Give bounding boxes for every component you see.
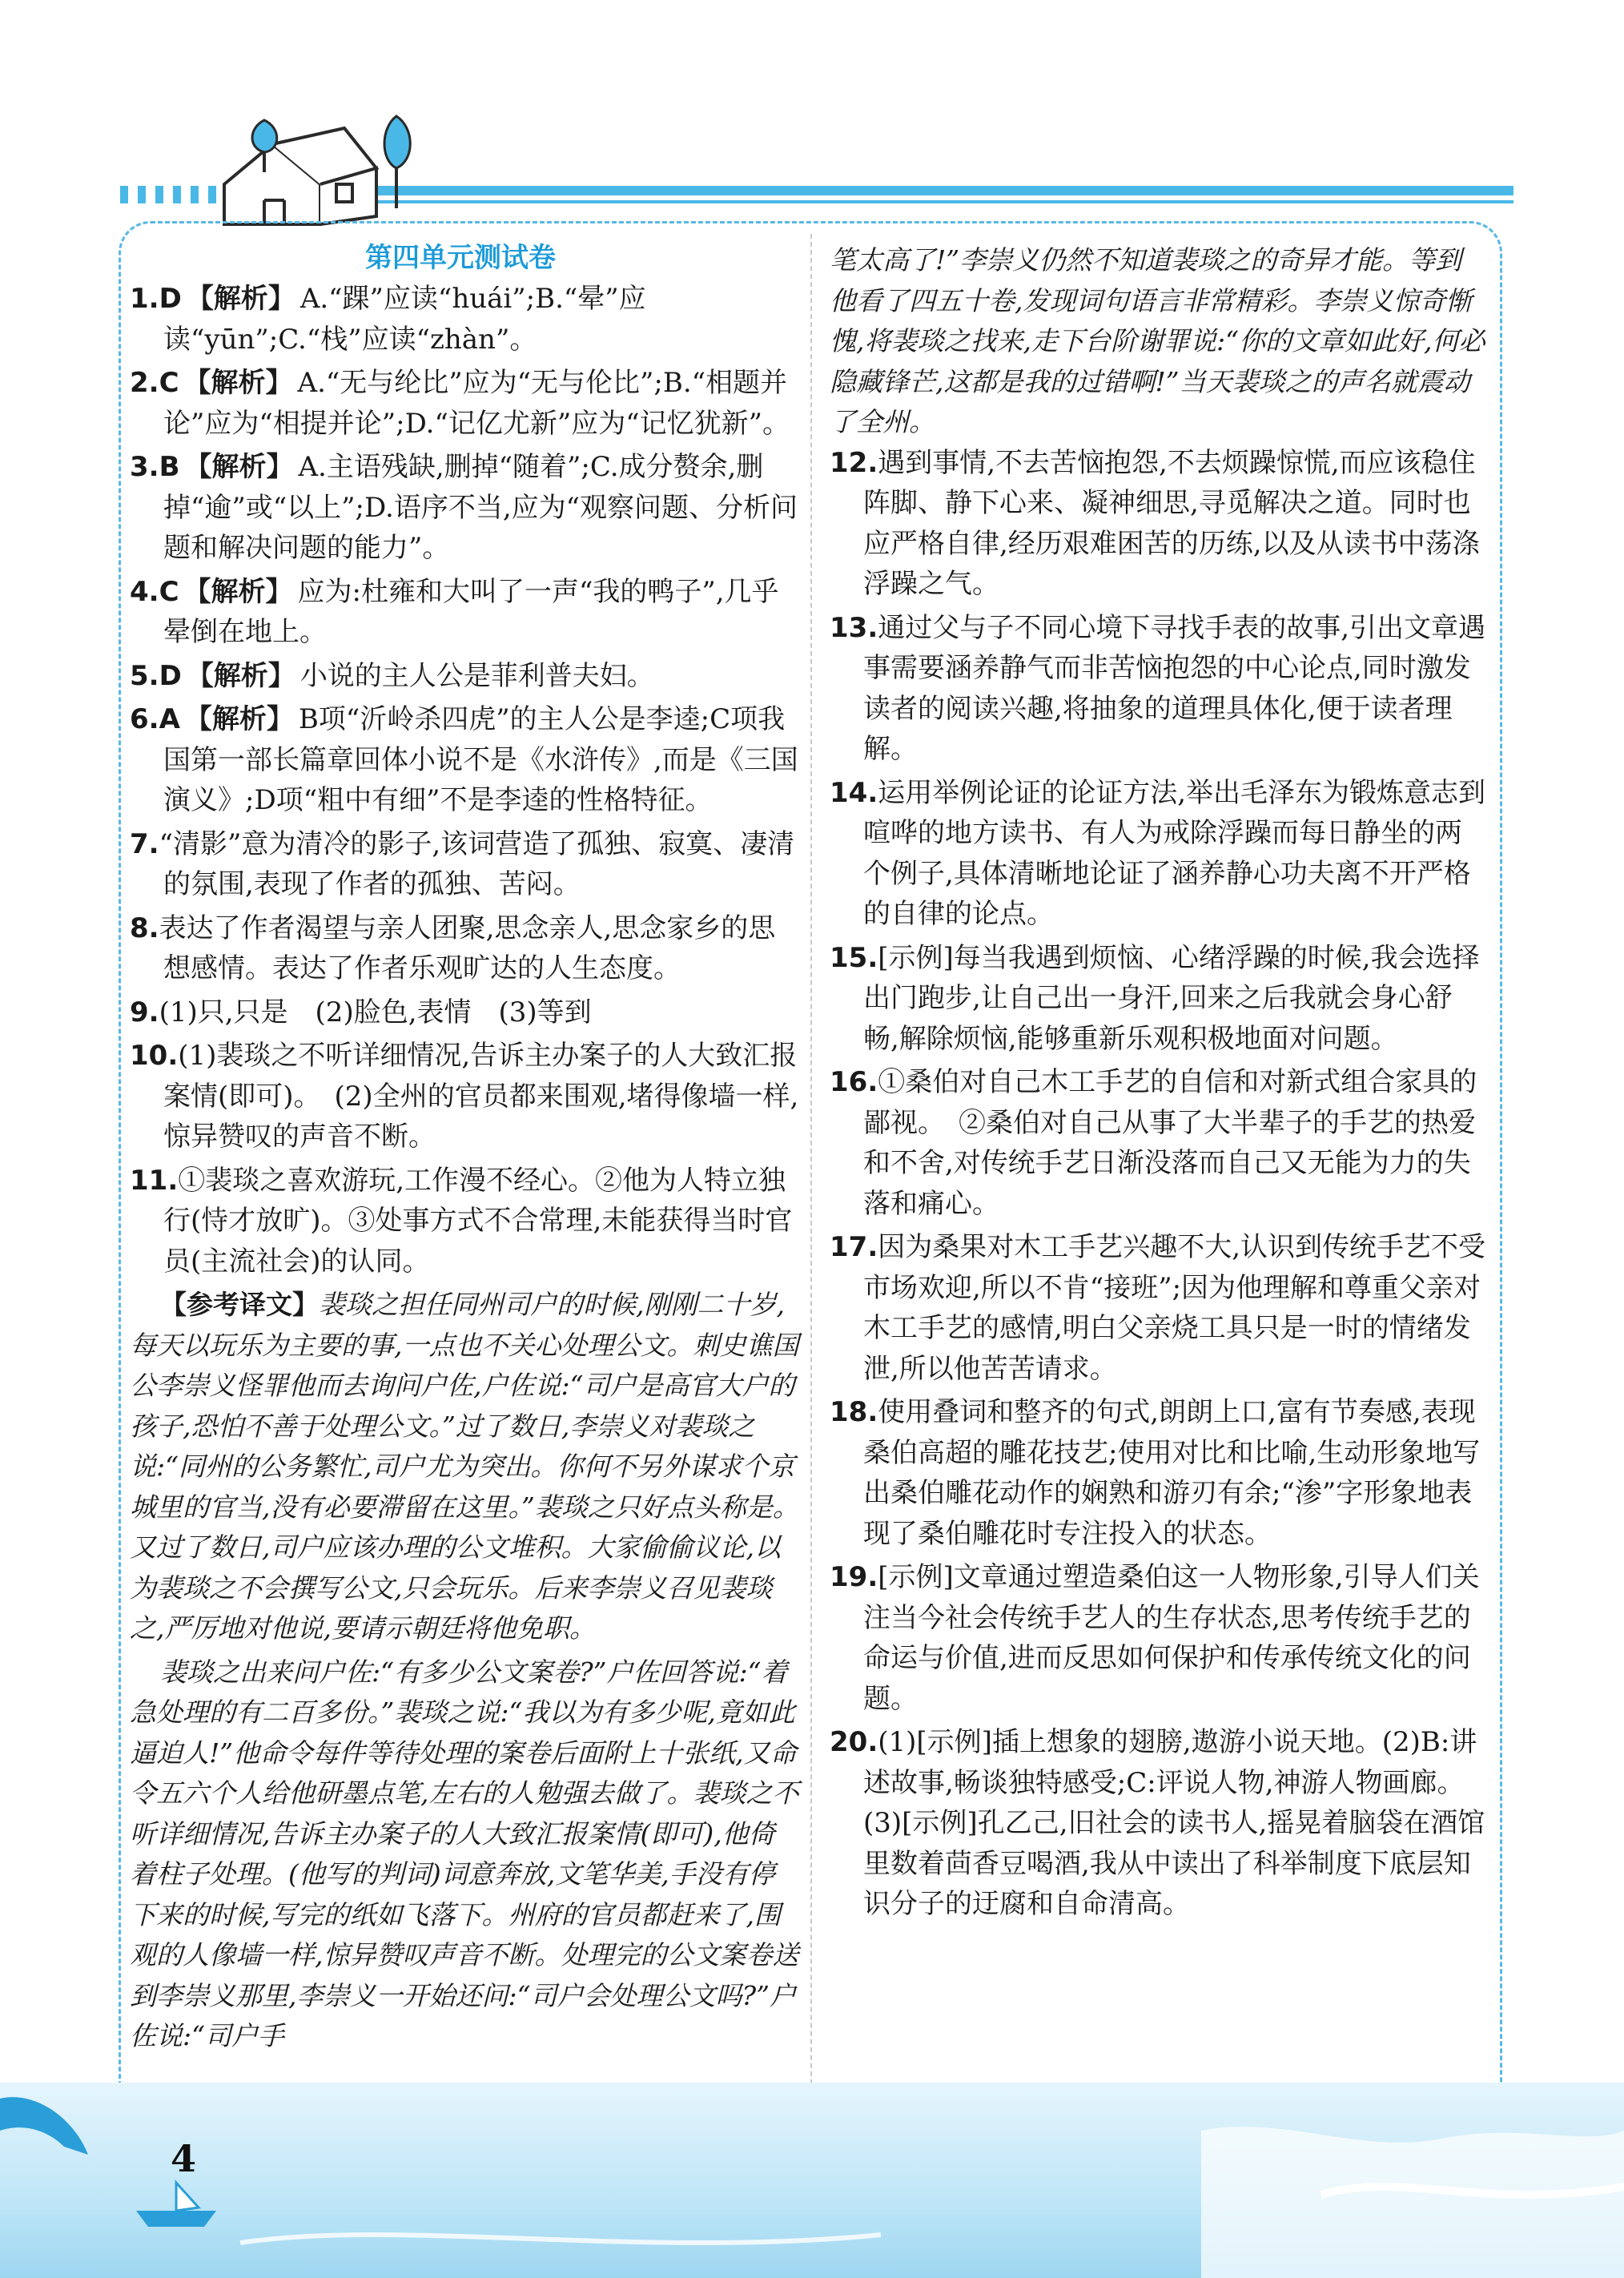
analysis-tag: 【解析】 <box>186 659 295 692</box>
answer-list-left <box>130 279 799 1282</box>
answer-number: 16. <box>830 1066 878 1098</box>
answer-text: 运用举例论证的论证方法,举出毛泽东为锻炼意志到喧哗的地方读书、有人为戒除浮躁而每日静坐的两个例子,具体清晰地论证了涵养静心功夫离不开严格的自律的论点。 <box>863 776 1486 930</box>
analysis-tag: 【解析】 <box>184 703 294 735</box>
answer-text: 通过父与子不同心境下寻找手表的故事,引出文章遇事需要涵养静气而非苦恼抱怨的中心论点,同时激发读者的阅读兴趣,将抽象的道理具体化,便于读者理解。 <box>863 611 1486 765</box>
answer-choice: C <box>159 575 179 608</box>
answer-text: A.“踝”应读“huái”;B.“晕”应读“yūn”;C.“栈”应读“zhàn”。 <box>163 283 646 356</box>
answer-number: 9. <box>130 996 159 1028</box>
answer-number: 8. <box>130 912 159 944</box>
answer-number: 20. <box>830 1726 878 1758</box>
answer-text: ①桑伯对自己木工手艺的自信和对新式组合家具的鄙视。 ②桑伯对自己从事了大半辈子的手艺的热爱和不舍,对传统手艺日渐没落而自己又无能为力的失落和痛心。 <box>863 1066 1477 1220</box>
answer-item <box>830 1557 1486 1719</box>
answer-text: 遇到事情,不去苦恼抱怨,不去烦躁惊慌,而应该稳住阵脚、静下心来、凝神细思,寻觅解决之道。同时也应严格自律,经历艰难困苦的历练,以及从读书中荡涤浮躁之气。 <box>863 446 1480 600</box>
answer-number: 1. <box>130 283 159 315</box>
answer-number: 7. <box>130 827 159 860</box>
answer-item <box>130 1161 799 1282</box>
answer-item <box>830 1722 1486 1925</box>
analysis-tag: 【解析】 <box>183 575 293 608</box>
analysis-tag: 【解析】 <box>184 451 294 483</box>
answer-number: 17. <box>830 1231 878 1263</box>
translation-paragraph-3 <box>830 240 1486 443</box>
answer-item <box>130 1036 799 1157</box>
answer-number: 5. <box>130 659 159 692</box>
answer-text: B项“沂岭杀四虎”的主人公是李逵;C项我国第一部长篇章回体小说不是《水浒传》,而是《三国演义》;D项“粗中有细”不是李逵的性格特征。 <box>163 703 798 816</box>
answer-list-right <box>830 443 1486 1925</box>
wave-decoration <box>0 2083 1624 2278</box>
answer-item <box>830 938 1486 1060</box>
answer-text: (1)只,只是 (2)脸色,表情 (3)等到 <box>159 996 592 1028</box>
answer-item <box>130 908 799 989</box>
translation-label: 【参考译文】 <box>160 1289 319 1320</box>
answer-item <box>130 699 799 821</box>
answer-text: 应为:杜雍和大叫了一声“我的鸭子”,几乎晕倒在地上。 <box>163 575 779 648</box>
answer-item <box>830 608 1486 770</box>
answer-number: 12. <box>830 446 878 479</box>
answer-text: 小说的主人公是菲利普夫妇。 <box>299 659 654 692</box>
answer-item <box>830 1392 1486 1554</box>
translation-text-2: 裴琰之出来问户佐:“有多少公文案卷?”户佐回答说:“着急处理的有二百多份。”裴琰之说:“我以为有多少呢,竟如此逼迫人!”他命令每件等待处理的案卷后面附上十张纸,又命令五六个人给他研墨点笔,左右的人勉强去做了。裴琰之不听详细情况,告诉主办案子的人大致汇报案情(即可),他倚着柱子处理。(他写的判词)词意奔放,文笔华美,手没有停下来的时候,写完的纸如飞落下。州府的官员都赶来了,围观的人像墙一样,惊异赞叹声音不断。处理完的公文案卷送到李崇义那里,李崇义一开始还问:“司户会处理公文吗?”户佐说:“司户手 <box>130 1656 799 2051</box>
analysis-tag: 【解析】 <box>183 367 293 399</box>
answer-item <box>130 992 799 1033</box>
answer-number: 4. <box>130 575 159 608</box>
answer-text: 因为桑果对木工手艺兴趣不大,认识到传统手艺不受市场欢迎,所以不肯“接班”;因为他理解和尊重父亲对木工手艺的感情,明白父亲烧工具只是一时的情绪发泄,所以他苦苦请求。 <box>863 1231 1486 1385</box>
boat-icon <box>128 2179 224 2235</box>
answer-item <box>830 773 1486 935</box>
answer-choice: C <box>159 367 179 399</box>
dolphin-icon <box>0 2075 104 2171</box>
answer-number: 2. <box>130 367 159 399</box>
answer-number: 6. <box>130 703 159 735</box>
answer-number: 11. <box>130 1164 179 1197</box>
answer-text: [示例]文章通过塑造桑伯这一人物形象,引导人们关注当今社会传统手艺人的生存状态,思考传统手艺的命运与价值,进而反思如何保护和传承传统文化的问题。 <box>863 1561 1480 1715</box>
answer-item <box>130 824 799 905</box>
column-divider <box>810 234 812 2124</box>
sea-background <box>0 2083 1624 2278</box>
answer-item <box>130 279 799 360</box>
answer-item <box>830 443 1486 605</box>
answer-number: 15. <box>830 941 878 974</box>
answer-text: ①裴琰之喜欢游玩,工作漫不经心。②他为人特立独行(恃才放旷)。③处事方式不合常理,未能获得当时官员(主流社会)的认同。 <box>163 1164 793 1278</box>
left-column <box>130 237 799 2057</box>
answer-number: 18. <box>830 1396 878 1428</box>
answer-choice: A <box>159 703 180 735</box>
answer-item <box>130 447 799 569</box>
right-column <box>830 237 1486 1928</box>
answer-text: 使用叠词和整齐的句式,朗朗上口,富有节奏感,表现桑伯高超的雕花技艺;使用对比和比喻,生动形象地写出桑伯雕花动作的娴熟和游刃有余;“渗”字形象地表现了桑伯雕花时专注投入的状态。 <box>863 1396 1481 1550</box>
answer-text: A.主语残缺,删掉“随着”;C.成分赘余,删掉“逾”或“以上”;D.语序不当,应为“观察问题、分析问题和解决问题的能力”。 <box>163 451 798 564</box>
answer-number: 19. <box>830 1561 878 1593</box>
answer-item <box>130 656 799 697</box>
answer-text: (1)裴琰之不听详细情况,告诉主办案子的人大致汇报案情(即可)。 (2)全州的官员都来围观,堵得像墙一样,惊异赞叹的声音不断。 <box>163 1040 799 1153</box>
answer-number: 14. <box>830 776 878 809</box>
answer-text: “清影”意为清冷的影子,该词营造了孤独、寂寞、凄清的氛围,表现了作者的孤独、苦闷。 <box>159 827 795 900</box>
answer-item <box>830 1062 1486 1224</box>
analysis-tag: 【解析】 <box>186 283 295 315</box>
answer-item <box>130 363 799 444</box>
answer-text: (1)[示例]插上想象的翅膀,遨游小说天地。(2)B:讲述故事,畅谈独特感受;C:评说人物,神游人物画廊。(3)[示例]孔乙己,旧社会的读书人,摇晃着脑袋在酒馆里数着茴香豆喝酒,我从中读出了科举制度下底层知识分子的迂腐和自命清高。 <box>863 1726 1485 1920</box>
answer-text: A.“无与纶比”应为“无与伦比”;B.“相题并论”应为“相提并论”;D.“记亿尤新”应为“记忆犹新”。 <box>163 367 790 440</box>
answer-number: 10. <box>130 1040 179 1072</box>
translation-text-3: 笔太高了!”李崇义仍然不知道裴琰之的奇异才能。等到他看了四五十卷,发现词句语言非常精彩。李崇义惊奇惭愧,将裴琰之找来,走下台阶谢罪说:“你的文章如此好,何必隐藏锋芒,这都是我的过错啊!”当天裴琰之的声名就震动了全州。 <box>830 244 1485 437</box>
answer-number: 3. <box>130 451 159 483</box>
answer-number: 13. <box>830 611 878 644</box>
house-icon <box>216 112 424 232</box>
translation-paragraph-2 <box>130 1652 799 2057</box>
answer-choice: D <box>159 659 182 692</box>
answer-text: [示例]每当我遇到烦恼、心绪浮躁的时候,我会选择出门跑步,让自己出一身汗,回来之后我就会身心舒畅,解除烦恼,能够重新乐观积极地面对问题。 <box>863 941 1480 1055</box>
answer-item <box>830 1227 1486 1389</box>
answer-choice: D <box>159 283 182 315</box>
section-title: 第四单元测试卷 <box>365 242 556 274</box>
translation-text-1: 裴琰之担任同州司户的时候,刚刚二十岁,每天以玩乐为主要的事,一点也不关心处理公文。刺史谯国公李崇义怪罪他而去询问户佐,户佐说:“司户是高官大户的孩子,恐怕不善于处理公文。”过了数日,李崇义对裴琰之说:“同州的公务繁忙,司户尤为突出。你何不另外谋求个京城里的官当,没有必要滞留在这里。”裴琰之只好点头称是。又过了数日,司户应该办理的公文堆积。大家偷偷议论,以为裴琰之不会撰写公文,只会玩乐。后来李崇义召见裴琰之,严厉地对他说,要请示朝廷将他免职。 <box>130 1289 799 1644</box>
answer-choice: B <box>159 451 180 483</box>
translation-paragraph-1 <box>130 1285 799 1649</box>
answer-text: 表达了作者渴望与亲人团聚,思念亲人,思念家乡的思想感情。表达了作者乐观旷达的人生态度。 <box>159 912 776 984</box>
page-number: 4 <box>171 2137 197 2180</box>
answer-item <box>130 572 799 653</box>
